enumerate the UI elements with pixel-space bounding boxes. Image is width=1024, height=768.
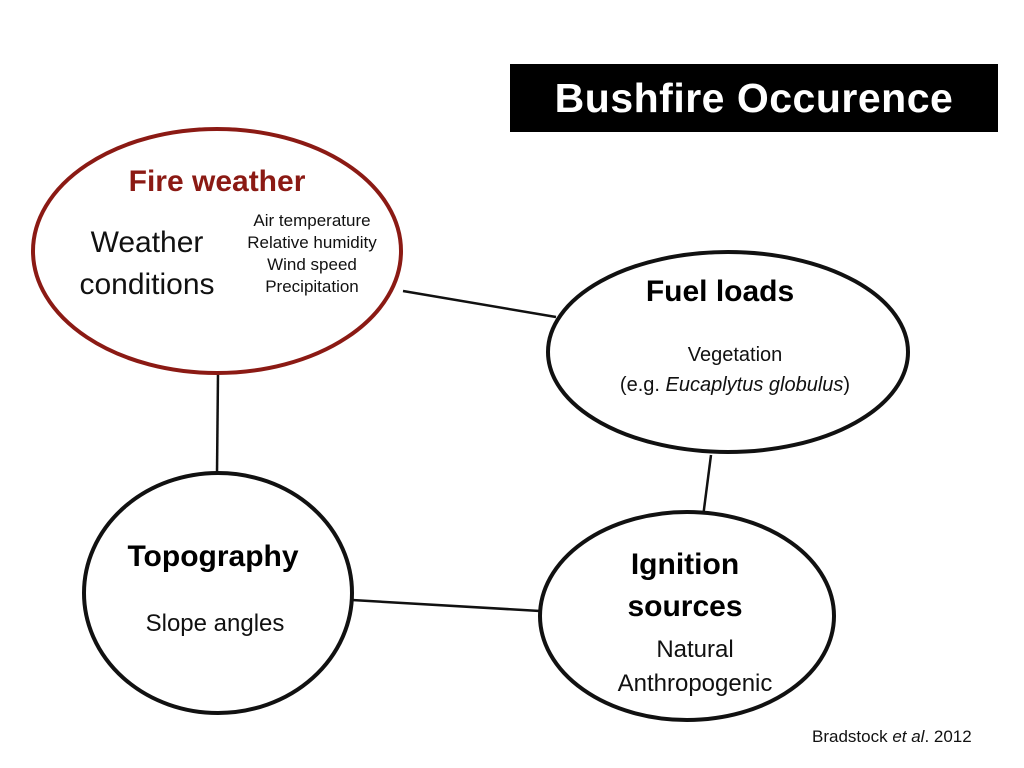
citation (812, 727, 972, 747)
ignition-natural-label: Natural (656, 636, 734, 663)
weather-factor-wind-speed: Wind speed (267, 255, 357, 274)
connector-fuel-loads-ignition (703, 455, 711, 517)
ignition-anthropogenic-label: Anthropogenic (617, 670, 773, 697)
fuel-example-prefix: (e.g. (619, 374, 666, 396)
diagram-title: Bushfire Occurence (510, 64, 998, 132)
slope-angles-label: Slope angles (145, 610, 285, 637)
weather-factor-relative-humidity: Relative humidity (247, 233, 377, 252)
fuel-loads-description (620, 340, 850, 400)
ignition-title-line1: Ignition (630, 548, 740, 581)
fire-weather-title: Fire weather (128, 165, 306, 198)
weather-factor-precipitation: Precipitation (265, 277, 359, 296)
topography-title: Topography (127, 540, 299, 573)
ignition-sources-title (627, 544, 742, 628)
fuel-example-species: Eucaplytus globulus (665, 374, 844, 396)
weather-conditions-label (79, 222, 214, 306)
fuel-example-suffix: ) (843, 374, 851, 396)
fuel-example-label (620, 370, 850, 400)
citation-author: Bradstock (812, 727, 893, 746)
fuel-loads-title: Fuel loads (645, 275, 795, 308)
weather-conditions-line1: Weather (90, 226, 204, 259)
weather-conditions-line2: conditions (79, 268, 215, 301)
ignition-title-line2: sources (627, 590, 743, 623)
connector-fire-weather-topography (217, 373, 218, 473)
fuel-vegetation-label: Vegetation (687, 344, 783, 366)
ignition-sources-description (618, 633, 773, 701)
citation-year: . 2012 (924, 727, 972, 746)
weather-factors-list (247, 210, 376, 298)
connector-topography-ignition (352, 600, 540, 611)
weather-factor-air-temperature: Air temperature (253, 211, 371, 230)
citation-etal: et al (892, 727, 925, 746)
connector-fire-weather-fuel-loads (403, 291, 556, 317)
topography-node (84, 473, 352, 713)
